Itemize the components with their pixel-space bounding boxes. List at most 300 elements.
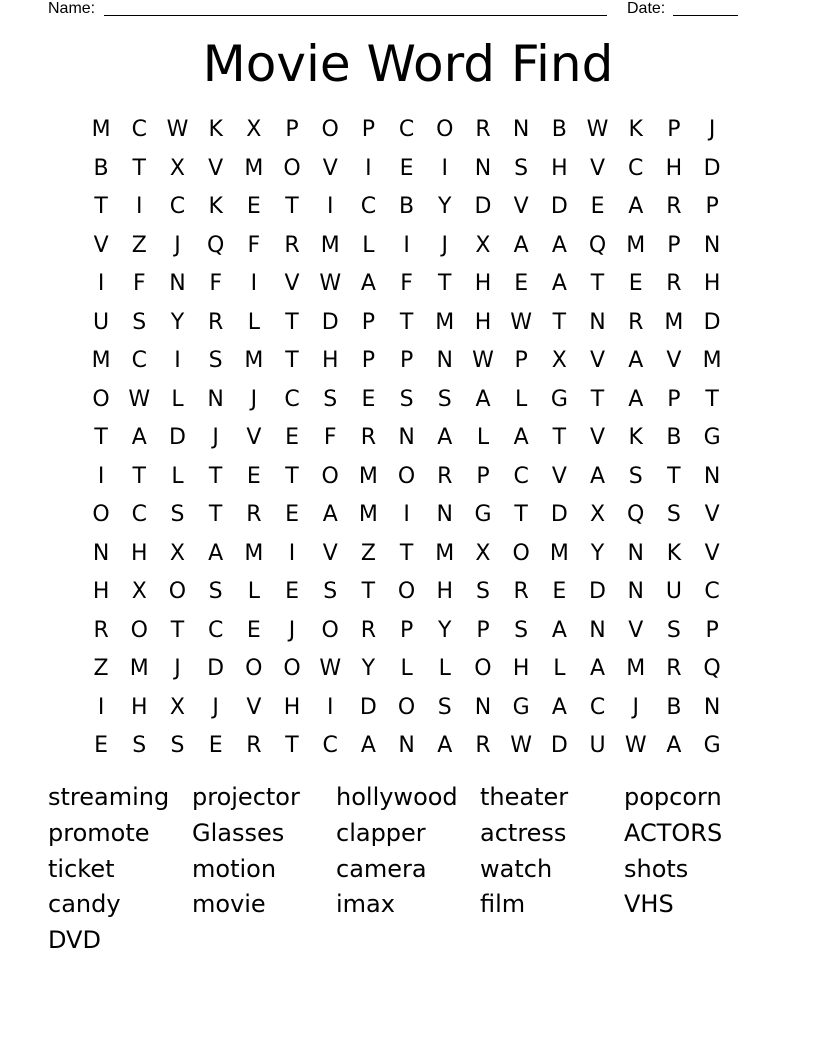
grid-letter: T: [514, 502, 528, 528]
grid-letter: V: [666, 348, 682, 374]
grid-row: [82, 304, 732, 343]
page-title: Movie Word Find: [202, 35, 614, 93]
grid-letter: G: [703, 425, 721, 451]
grid-letter: I: [403, 502, 410, 528]
grid-letter: B: [551, 117, 567, 143]
word-list-item: motion: [192, 854, 277, 883]
grid-letter: R: [208, 309, 224, 335]
grid-letter: J: [250, 386, 258, 412]
grid-letter: O: [92, 386, 110, 412]
grid-letter: M: [702, 348, 722, 374]
grid-letter: T: [132, 463, 146, 489]
grid-letter: M: [244, 540, 264, 566]
grid-letter: D: [550, 502, 568, 528]
grid-letter: T: [170, 617, 185, 643]
grid-letter: E: [399, 155, 414, 181]
grid-row: [82, 381, 732, 420]
word-list-item: imax: [336, 890, 395, 919]
grid-letter: M: [435, 309, 455, 335]
word-list-item: streaming: [48, 783, 170, 811]
grid-letter: C: [284, 386, 300, 412]
grid-letter: M: [626, 232, 646, 258]
grid-letter: W: [472, 348, 494, 374]
grid-letter: Y: [361, 656, 376, 682]
grid-letter: C: [169, 194, 186, 220]
grid-row: [82, 689, 732, 728]
grid-letter: V: [628, 617, 644, 643]
grid-letter: S: [666, 617, 681, 643]
word-list-item: theater: [480, 783, 569, 811]
grid-letter: D: [474, 194, 492, 220]
grid-letter: O: [168, 579, 187, 605]
grid-letter: A: [628, 348, 644, 374]
grid-letter: E: [94, 733, 109, 759]
word-list: [48, 780, 768, 959]
word-list-item: movie: [192, 890, 266, 919]
grid-letter: D: [550, 194, 568, 220]
grid-letter: L: [400, 656, 413, 682]
grid-letter: J: [632, 694, 639, 720]
grid-letter: A: [437, 733, 453, 759]
grid-letter: Q: [627, 502, 645, 528]
grid-letter: O: [321, 617, 339, 643]
grid-letter: N: [703, 694, 721, 720]
grid-letter: D: [550, 733, 568, 759]
grid-letter: Y: [438, 194, 452, 220]
grid-letter: J: [174, 232, 181, 258]
grid-row: [82, 727, 732, 766]
grid-letter: L: [438, 656, 451, 682]
grid-letter: I: [250, 271, 258, 297]
grid-letter: H: [551, 155, 568, 181]
grid-letter: O: [474, 656, 492, 682]
grid-letter: O: [397, 694, 416, 720]
grid-letter: T: [285, 733, 299, 759]
grid-letter: L: [171, 463, 184, 489]
grid-letter: V: [246, 694, 262, 720]
grid-letter: W: [586, 117, 609, 143]
grid-letter: A: [322, 502, 338, 528]
grid-letter: J: [212, 425, 219, 451]
grid-letter: T: [94, 425, 108, 451]
grid-letter: W: [128, 386, 151, 412]
grid-letter: P: [476, 617, 490, 643]
grid-letter: M: [358, 463, 378, 489]
grid-row: [82, 458, 732, 497]
grid-letter: E: [246, 463, 261, 489]
grid-letter: U: [665, 579, 682, 605]
word-list-item: film: [480, 890, 526, 919]
grid-letter: X: [169, 155, 185, 181]
grid-letter: N: [92, 540, 110, 566]
grid-letter: T: [94, 194, 108, 220]
grid-letter: I: [365, 155, 372, 181]
grid-letter: R: [475, 733, 491, 759]
grid-letter: T: [208, 463, 223, 489]
grid-letter: E: [246, 194, 261, 220]
grid-letter: H: [321, 348, 339, 374]
grid-letter: D: [589, 579, 606, 605]
grid-letter: S: [208, 348, 223, 374]
grid-letter: P: [705, 617, 719, 643]
grid-letter: N: [589, 309, 606, 335]
grid-letter: N: [398, 733, 415, 759]
grid-letter: O: [245, 656, 263, 682]
grid-letter: S: [628, 463, 643, 489]
grid-letter: I: [97, 463, 105, 489]
grid-letter: P: [667, 386, 681, 412]
grid-letter: Z: [131, 232, 147, 258]
grid-letter: D: [703, 155, 721, 181]
grid-letter: N: [207, 386, 224, 412]
grid-letter: V: [704, 540, 720, 566]
grid-letter: V: [208, 155, 224, 181]
grid-letter: T: [132, 155, 146, 181]
grid-letter: H: [703, 271, 721, 297]
grid-letter: M: [358, 502, 378, 528]
grid-letter: E: [208, 733, 223, 759]
word-list-item: ACTORS: [624, 818, 723, 847]
grid-letter: W: [624, 733, 647, 759]
grid-letter: M: [626, 656, 646, 682]
grid-letter: S: [514, 155, 529, 181]
grid-letter: M: [244, 155, 264, 181]
grid-letter: A: [131, 425, 147, 451]
grid-letter: Y: [438, 617, 452, 643]
word-list-item: popcorn: [624, 783, 722, 811]
grid-letter: S: [170, 733, 185, 759]
grid-letter: C: [704, 579, 720, 605]
grid-letter: S: [399, 386, 414, 412]
grid-letter: C: [131, 117, 147, 143]
grid-letter: X: [475, 232, 491, 258]
grid-letter: F: [132, 271, 146, 297]
grid-letter: F: [247, 232, 261, 258]
grid-row: [82, 419, 732, 458]
grid-row: [82, 650, 732, 689]
grid-row: [82, 111, 732, 150]
grid-letter: C: [131, 502, 147, 528]
grid-letter: O: [436, 117, 454, 143]
grid-letter: A: [475, 386, 491, 412]
grid-letter: S: [437, 386, 452, 412]
grid-letter: A: [437, 425, 453, 451]
grid-row: [82, 342, 732, 381]
grid-letter: W: [319, 271, 342, 297]
grid-letter: L: [247, 309, 260, 335]
grid-letter: A: [590, 463, 606, 489]
grid-letter: N: [169, 271, 186, 297]
grid-letter: G: [550, 386, 568, 412]
grid-letter: J: [441, 232, 449, 258]
grid-letter: P: [361, 117, 376, 143]
grid-letter: V: [704, 502, 720, 528]
grid-letter: S: [666, 502, 681, 528]
grid-letter: H: [512, 656, 530, 682]
grid-letter: W: [319, 656, 342, 682]
grid-letter: B: [666, 425, 682, 451]
grid-letter: K: [628, 425, 643, 451]
grid-letter: T: [667, 463, 681, 489]
grid-letter: P: [361, 309, 376, 335]
grid-letter: A: [360, 733, 376, 759]
grid-letter: C: [589, 694, 606, 720]
grid-letter: E: [285, 579, 299, 605]
grid-letter: N: [703, 232, 721, 258]
grid-row: [82, 188, 732, 227]
grid-letter: C: [398, 117, 415, 143]
grid-letter: P: [705, 194, 719, 220]
grid-letter: G: [474, 502, 492, 528]
grid-letter: V: [322, 155, 338, 181]
grid-letter: V: [551, 463, 567, 489]
word-list-item: projector: [192, 783, 300, 811]
word-list-item: watch: [480, 854, 553, 883]
grid-letter: S: [514, 617, 529, 643]
grid-letter: L: [171, 386, 184, 412]
grid-letter: L: [247, 579, 260, 605]
grid-letter: M: [320, 232, 340, 258]
grid-letter: A: [551, 617, 567, 643]
grid-letter: O: [397, 463, 416, 489]
grid-letter: O: [321, 117, 339, 143]
grid-letter: M: [435, 540, 455, 566]
grid-letter: N: [474, 155, 492, 181]
grid-letter: T: [552, 309, 567, 335]
grid-letter: U: [589, 733, 606, 759]
grid-letter: E: [628, 271, 643, 297]
grid-letter: X: [169, 540, 185, 566]
grid-letter: I: [326, 694, 334, 720]
grid-letter: O: [130, 617, 148, 643]
word-list-item: Glasses: [192, 818, 285, 847]
grid-letter: R: [513, 579, 529, 605]
grid-letter: C: [207, 617, 224, 643]
grid-letter: A: [590, 656, 606, 682]
grid-letter: E: [285, 425, 299, 451]
grid-letter: O: [283, 656, 301, 682]
word-list-item: promote: [48, 818, 150, 847]
grid-letter: G: [512, 694, 530, 720]
grid-letter: G: [703, 733, 721, 759]
grid-row: [82, 612, 732, 651]
grid-letter: E: [285, 502, 299, 528]
grid-letter: R: [666, 656, 682, 682]
grid-letter: W: [510, 733, 533, 759]
grid-letter: T: [438, 271, 452, 297]
grid-letter: T: [590, 271, 605, 297]
grid-letter: R: [246, 502, 262, 528]
grid-letter: R: [360, 617, 377, 643]
grid-letter: V: [93, 232, 109, 258]
grid-letter: N: [589, 617, 606, 643]
grid-letter: R: [666, 271, 682, 297]
grid-letter: M: [129, 656, 149, 682]
grid-letter: C: [322, 733, 338, 759]
grid-letter: V: [246, 425, 262, 451]
name-label: Name:: [48, 0, 96, 17]
grid-letter: H: [131, 540, 148, 566]
grid-row: [82, 150, 732, 189]
grid-letter: D: [168, 425, 186, 451]
grid-letter: C: [513, 463, 529, 489]
grid-letter: M: [91, 117, 111, 143]
grid-letter: R: [475, 117, 491, 143]
grid-letter: N: [627, 540, 644, 566]
grid-letter: C: [131, 348, 147, 374]
grid-letter: M: [664, 309, 684, 335]
grid-letter: A: [551, 271, 567, 297]
grid-letter: X: [131, 579, 147, 605]
grid-letter: A: [628, 386, 644, 412]
grid-letter: H: [474, 271, 492, 297]
grid-letter: J: [288, 617, 296, 643]
grid-letter: I: [288, 540, 296, 566]
grid-letter: I: [326, 194, 334, 220]
grid-letter: B: [399, 194, 415, 220]
grid-letter: E: [552, 579, 567, 605]
grid-letter: P: [399, 348, 414, 374]
grid-letter: C: [628, 155, 644, 181]
grid-letter: K: [628, 117, 643, 143]
grid-letter: S: [475, 579, 490, 605]
grid-letter: T: [208, 502, 223, 528]
grid-letter: J: [212, 694, 219, 720]
grid-letter: N: [436, 502, 454, 528]
grid-letter: X: [169, 694, 185, 720]
grid-letter: X: [475, 540, 491, 566]
grid-letter: S: [132, 733, 147, 759]
grid-letter: N: [627, 579, 644, 605]
word-list-item: actress: [480, 818, 567, 847]
grid-letter: R: [666, 194, 682, 220]
grid-letter: V: [590, 348, 606, 374]
grid-letter: I: [97, 271, 105, 297]
grid-letter: O: [397, 579, 416, 605]
grid-letter: H: [665, 155, 683, 181]
grid-letter: T: [285, 463, 299, 489]
grid-letter: N: [474, 694, 492, 720]
word-list-item: candy: [48, 890, 121, 919]
grid-letter: N: [703, 463, 721, 489]
grid-letter: R: [437, 463, 453, 489]
grid-letter: X: [589, 502, 606, 528]
grid-letter: B: [666, 694, 682, 720]
grid-letter: S: [323, 579, 338, 605]
date-label: Date:: [627, 0, 666, 17]
grid-letter: T: [399, 309, 414, 335]
grid-letter: Z: [360, 540, 376, 566]
word-list-item: clapper: [336, 818, 426, 847]
grid-letter: O: [512, 540, 530, 566]
grid-letter: L: [476, 425, 490, 451]
grid-letter: O: [92, 502, 110, 528]
grid-letter: T: [285, 309, 299, 335]
grid-letter: W: [166, 117, 189, 143]
grid-row: [82, 496, 732, 535]
name-blank-line: [104, 15, 607, 16]
grid-letter: Q: [588, 232, 607, 258]
grid-letter: U: [93, 309, 110, 335]
grid-letter: I: [403, 232, 410, 258]
grid-letter: E: [361, 386, 376, 412]
grid-letter: E: [246, 617, 261, 643]
grid-letter: X: [551, 348, 567, 374]
grid-letter: A: [513, 232, 529, 258]
grid-letter: O: [283, 155, 301, 181]
grid-letter: D: [207, 656, 225, 682]
grid-letter: M: [549, 540, 569, 566]
grid-letter: Z: [93, 656, 109, 682]
grid-letter: I: [174, 348, 181, 374]
grid-letter: O: [321, 463, 339, 489]
grid-letter: S: [132, 309, 147, 335]
grid-letter: V: [513, 194, 529, 220]
grid-letter: L: [362, 232, 375, 258]
grid-letter: A: [628, 194, 644, 220]
grid-letter: W: [510, 309, 533, 335]
grid-letter: A: [666, 733, 682, 759]
grid-letter: I: [441, 155, 449, 181]
grid-letter: A: [551, 694, 567, 720]
grid-row: [82, 265, 732, 304]
grid-letter: N: [436, 348, 454, 374]
grid-letter: E: [590, 194, 605, 220]
grid-letter: P: [476, 463, 490, 489]
grid-letter: V: [590, 425, 606, 451]
grid-letter: D: [321, 309, 339, 335]
grid-letter: Q: [206, 232, 225, 258]
grid-letter: J: [708, 117, 716, 143]
grid-letter: M: [91, 348, 111, 374]
grid-letter: S: [208, 579, 223, 605]
grid-letter: V: [590, 155, 606, 181]
grid-letter: N: [398, 425, 415, 451]
grid-letter: T: [285, 348, 299, 374]
grid-letter: H: [436, 579, 454, 605]
grid-letter: H: [474, 309, 492, 335]
grid-letter: P: [361, 348, 376, 374]
grid-letter: V: [284, 271, 300, 297]
grid-letter: M: [244, 348, 264, 374]
grid-letter: S: [170, 502, 185, 528]
grid-letter: Y: [590, 540, 605, 566]
grid-letter: R: [360, 425, 377, 451]
word-list-item: DVD: [48, 926, 101, 955]
grid-letter: A: [360, 271, 376, 297]
grid-letter: K: [666, 540, 682, 566]
grid-letter: T: [552, 425, 567, 451]
grid-row: [82, 227, 732, 266]
grid-letter: L: [553, 656, 566, 682]
grid-letter: P: [514, 348, 528, 374]
word-list-item: VHS: [624, 890, 674, 919]
grid-letter: R: [284, 232, 300, 258]
grid-letter: T: [705, 386, 719, 412]
grid-letter: D: [703, 309, 721, 335]
grid-letter: A: [208, 540, 224, 566]
grid-letter: K: [208, 117, 223, 143]
grid-row: [82, 535, 732, 574]
grid-letter: L: [515, 386, 528, 412]
grid-letter: Y: [170, 309, 185, 335]
grid-letter: R: [93, 617, 109, 643]
grid-letter: T: [590, 386, 605, 412]
grid-letter: S: [437, 694, 452, 720]
grid-letter: V: [322, 540, 338, 566]
grid-letter: F: [400, 271, 413, 297]
word-list-item: camera: [336, 854, 427, 883]
